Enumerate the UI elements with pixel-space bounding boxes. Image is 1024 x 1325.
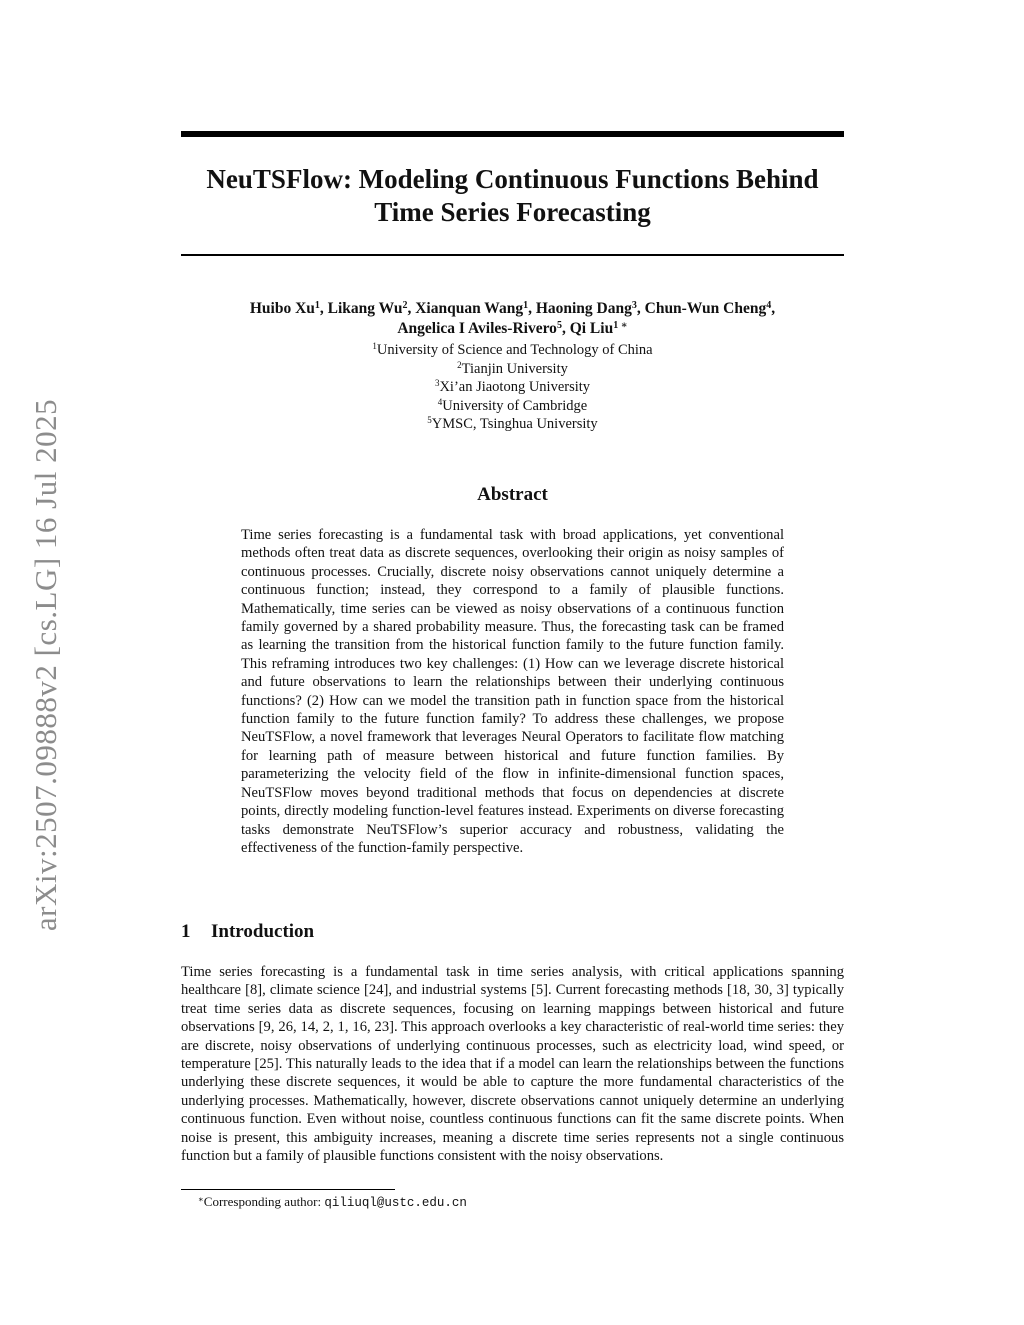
author-list <box>181 299 844 339</box>
affiliation-item <box>181 397 844 416</box>
section-heading-introduction <box>181 921 844 943</box>
abstract-heading: Abstract <box>477 484 548 505</box>
affiliation-mark: 2 <box>457 359 462 370</box>
author-name: Huibo Xu <box>249 300 315 317</box>
affiliation-mark: 4 <box>437 396 443 407</box>
author-separator: , <box>771 300 776 317</box>
author-separator: , <box>636 300 645 317</box>
introduction-paragraph: Time series forecasting is a fundamental task in time series analysis, with critical applications spanning healthcare [8], climate science [24], and industrial systems [5]. Current forecasting methods [18, 30, 3] typically treat time series data as discrete sequences, focusing on learning mappings between historical and future observations [9, 26, 14, 2, 1, 16, 23]. This approach overlooks a key characteristic of real-world time series: they are discrete, noisy observations of underlying continuous processes, such as electricity load, wind speed, or temperature [25]. This naturally leads to the idea that if a model can learn the relationships between the functions underlying these discrete sequences, it would be able to capture the more fundamental characteristics of the underlying processes. Mathematically, however, discrete observations cannot uniquely determine an underlying continuous function. Even without noise, countless continuous functions can fit the same discrete points. When noise is present, this ambiguity increases, meaning a discrete time series represents not a single continuous function but a family of plausible functions consistent with the noisy observations. <box>181 964 844 1165</box>
footnote-label: Corresponding author: <box>203 1194 325 1209</box>
title-top-rule <box>181 131 844 137</box>
affiliation-name: YMSC, Tsinghua University <box>431 416 598 432</box>
author-line-2 <box>181 319 844 339</box>
affiliation-name: Xi’an Jiaotong University <box>439 379 591 395</box>
affiliation-mark: 3 <box>434 378 440 388</box>
affiliation-item <box>181 415 844 434</box>
author-name: Xianquan Wang <box>415 300 524 317</box>
footnote-rule <box>181 1189 395 1190</box>
author-separator: , <box>407 300 416 317</box>
author-affiliation-mark: 1 <box>314 300 320 311</box>
abstract-text: Time series forecasting is a fundamental task with broad applications, yet conventional methods often treat data as discrete sequences, overlooking their origin as noisy samples of continuous processes. Crucially, discrete noisy observations cannot uniquely determine a continuous function; instead, they correspond to a family of plausible functions. Mathematically, time series can be viewed as noisy observations of a continuous function family governed by a shared probability measure. Thus, the forecasting task can be framed as learning the transition from the historical function family to the future function family. This reframing introduces two key challenges: (1) How can we leverage discrete historical and future observations to learn the relationships between their underlying continuous functions? (2) How can we model the transition path in function space from the historical function family to the future function family? To address these challenges, we propose NeuTSFlow, a novel framework that leverages Neural Operators to facilitate flow matching for learning path of measure between historical and future function families. By parameterizing the velocity field of the flow in infinite-dimensional function spaces, NeuTSFlow moves beyond traditional methods that focus on dependencies at discrete points, directly modeling function-level features instead. Experiments on diverse forecasting tasks demonstrate NeuTSFlow’s superior accuracy and robustness, validating the effectiveness of the function-family perspective. <box>241 527 784 856</box>
affiliation-name: Tianjin University <box>461 360 568 377</box>
author-affiliation-mark: 3 <box>631 300 637 311</box>
author-separator: , <box>561 320 570 337</box>
author-separator: , <box>528 300 536 317</box>
corresponding-email-link[interactable]: qiliuql@ustc.edu.cn <box>324 1196 467 1210</box>
author-affiliation-mark: 1 ∗ <box>613 320 628 331</box>
section-number: 1 <box>181 921 191 942</box>
author-name: Chun-Wun Cheng <box>644 300 767 317</box>
author-affiliation-mark: 5 <box>556 320 562 331</box>
title-line-1: NeuTSFlow: Modeling Continuous Functions Behind <box>206 164 819 194</box>
title-line-2: Time Series Forecasting <box>374 197 651 227</box>
author-name: Qi Liu <box>569 320 614 337</box>
affiliation-mark: 5 <box>427 415 432 425</box>
section-title: Introduction <box>211 921 315 942</box>
author-name: Likang Wu <box>327 300 403 317</box>
footnote-marker: ∗ <box>198 1194 204 1204</box>
author-affiliation-mark: 2 <box>402 300 408 311</box>
affiliation-item <box>181 341 844 360</box>
arxiv-id-text: arXiv:2507.09888v2 [cs.LG] 16 Jul 2025 <box>28 398 64 932</box>
paper-title <box>181 163 844 229</box>
author-name: Angelica I Aviles-Rivero <box>397 320 557 337</box>
author-affiliation-mark: 1 <box>523 300 529 311</box>
footnote-corresponding-author <box>198 1193 818 1212</box>
author-separator: , <box>319 300 328 317</box>
affiliation-name: University of Cambridge <box>442 397 588 414</box>
arxiv-identifier-stamp <box>16 380 76 950</box>
author-line-1 <box>181 299 844 319</box>
affiliation-mark: 1 <box>372 341 377 351</box>
affiliation-item <box>181 360 844 379</box>
affiliation-list <box>181 341 844 434</box>
affiliation-item <box>181 378 844 397</box>
affiliation-name: University of Science and Technology of China <box>376 342 653 358</box>
author-name: Haoning Dang <box>535 300 632 317</box>
author-affiliation-mark: 4 <box>766 300 772 311</box>
title-bottom-rule <box>181 254 844 256</box>
